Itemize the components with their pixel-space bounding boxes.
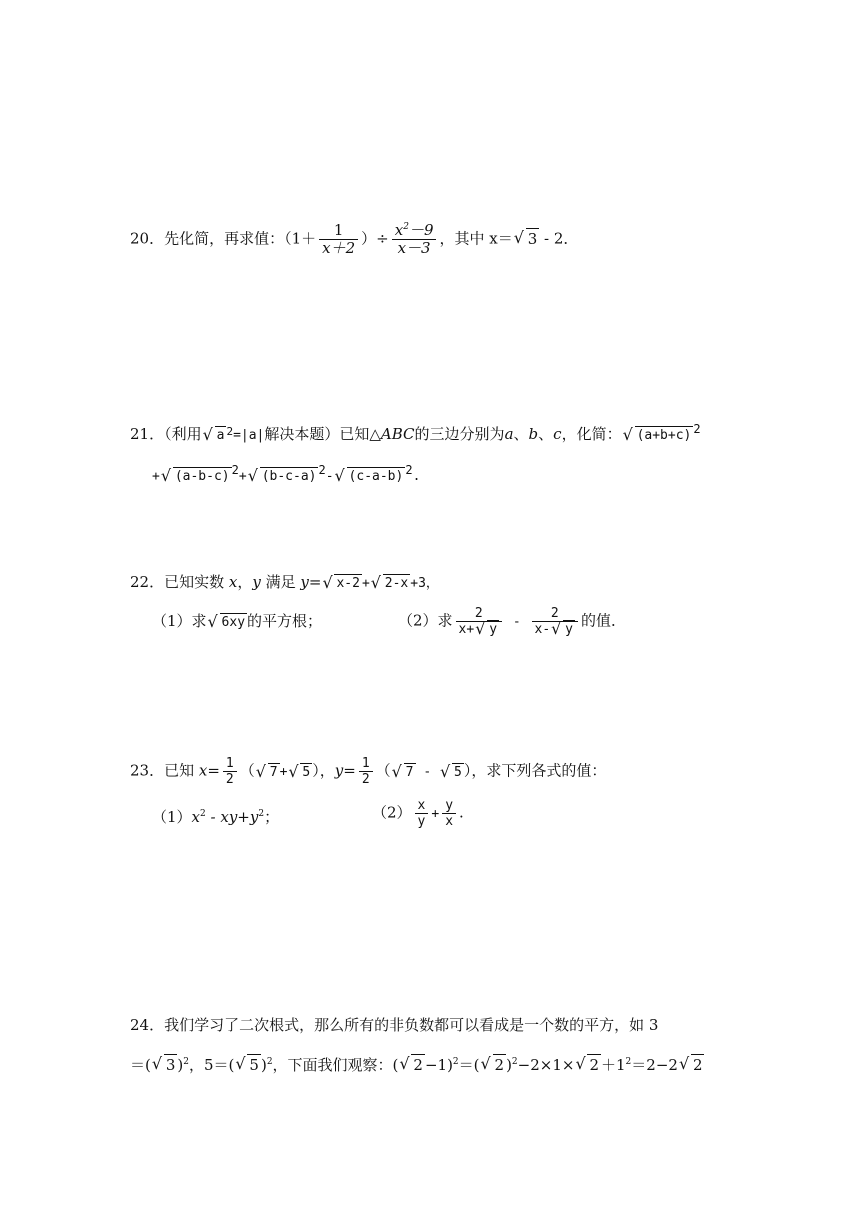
fraction: $\frac{2}{x+√ y}$ <box>456 606 502 637</box>
square-root: √ 2 <box>481 1058 507 1073</box>
question-21-line-2: +√ (a-b-c) 2+√ (b-c-a) 2-√ (c-a-b) 2. <box>152 464 420 483</box>
fraction: $\frac{1}{2}$ <box>359 756 373 787</box>
question-21: 21．（利用√ a $^2$=|a|解决本题）已知△ABC的三边分别为a、b、c，化简：√ (a+b+c) $^2$ <box>130 423 701 442</box>
square-root: √ (a+b+c) <box>623 429 694 442</box>
question-20: 20．先化简，再求值：（1＋ $\frac{1}{x+2}$ ）÷ $\frac{x^2-9}{x-3}$ ，其中 x＝√ 3 - 2． <box>130 222 578 257</box>
square-root: √ (a-b-c) <box>161 470 232 483</box>
question-22-part-2: （2）求 $\frac{2}{x+√ y}$ - $\frac{2}{x-√ y}$ 的值． <box>398 606 626 637</box>
square-root: √ 7 <box>392 766 416 779</box>
square-root: √ 2 <box>679 1058 705 1073</box>
fraction: $\frac{x}{y}$ <box>415 798 429 829</box>
square-root: √ 5 <box>288 766 312 779</box>
square-root: √ a <box>203 429 227 442</box>
question-22-part-1: （1）求√ 6xy 的平方根； <box>152 614 322 629</box>
question-23: 23．已知 x= $\frac{1}{2}$ （√ 7 +√ 5 ），y= $\frac{1}{2}$ （√ 7 - √ 5 ），求下列各式的值： <box>130 756 606 787</box>
square-root: √ (b-c-a) <box>248 470 319 483</box>
question-22: 22．已知实数 x，y 满足 y=√ x-2 +√ 2-x +3， <box>130 575 439 590</box>
fraction: $\frac{1}{2}$ <box>223 756 237 787</box>
fraction: $\frac{y}{x}$ <box>442 798 456 829</box>
square-root: √ x-2 <box>322 577 361 590</box>
question-23-part-2: （2） $\frac{x}{y}$ + $\frac{y}{x}$ . <box>372 798 464 829</box>
question-24-line-2: ＝(√ 3 )$^2$，5＝(√ 5 )$^2$，下面我们观察：(√ 2 −1)$^2$＝(√ 2 )$^2$−2×1×√ $2 +1^2=2-2√$ 2 <box>130 1058 704 1073</box>
square-root: √ 2-x <box>371 577 410 590</box>
square-root: √ 3 <box>514 232 540 247</box>
square-root: √ 5 <box>440 766 464 779</box>
square-root: √ 2 <box>399 1058 425 1073</box>
question-number: 23． <box>130 761 165 780</box>
square-root: √ 5 <box>235 1058 261 1073</box>
question-23-part-1: $(1)x^2 - xy+y^2$； <box>152 808 280 826</box>
square-root: √ 3 <box>152 1058 178 1073</box>
question-number: 21． <box>130 425 165 443</box>
fraction: $\frac{2}{x-√ y}$ <box>532 606 578 637</box>
question-number: 20． <box>130 229 165 248</box>
square-root: √ 2 <box>575 1058 601 1073</box>
square-root: √ 6xy <box>208 616 247 629</box>
question-24: 24．我们学习了二次根式，那么所有的非负数都可以看成是一个数的平方，如 3 <box>130 1016 659 1034</box>
square-root: √ 7 <box>256 766 280 779</box>
fraction: $\frac{1}{x+2}$ <box>319 222 358 257</box>
question-number: 22． <box>130 573 165 591</box>
fraction: $\frac{x^2-9}{x-3}$ <box>392 222 437 257</box>
question-number: 24． <box>130 1016 165 1034</box>
square-root: √ (c-a-b) <box>335 470 406 483</box>
